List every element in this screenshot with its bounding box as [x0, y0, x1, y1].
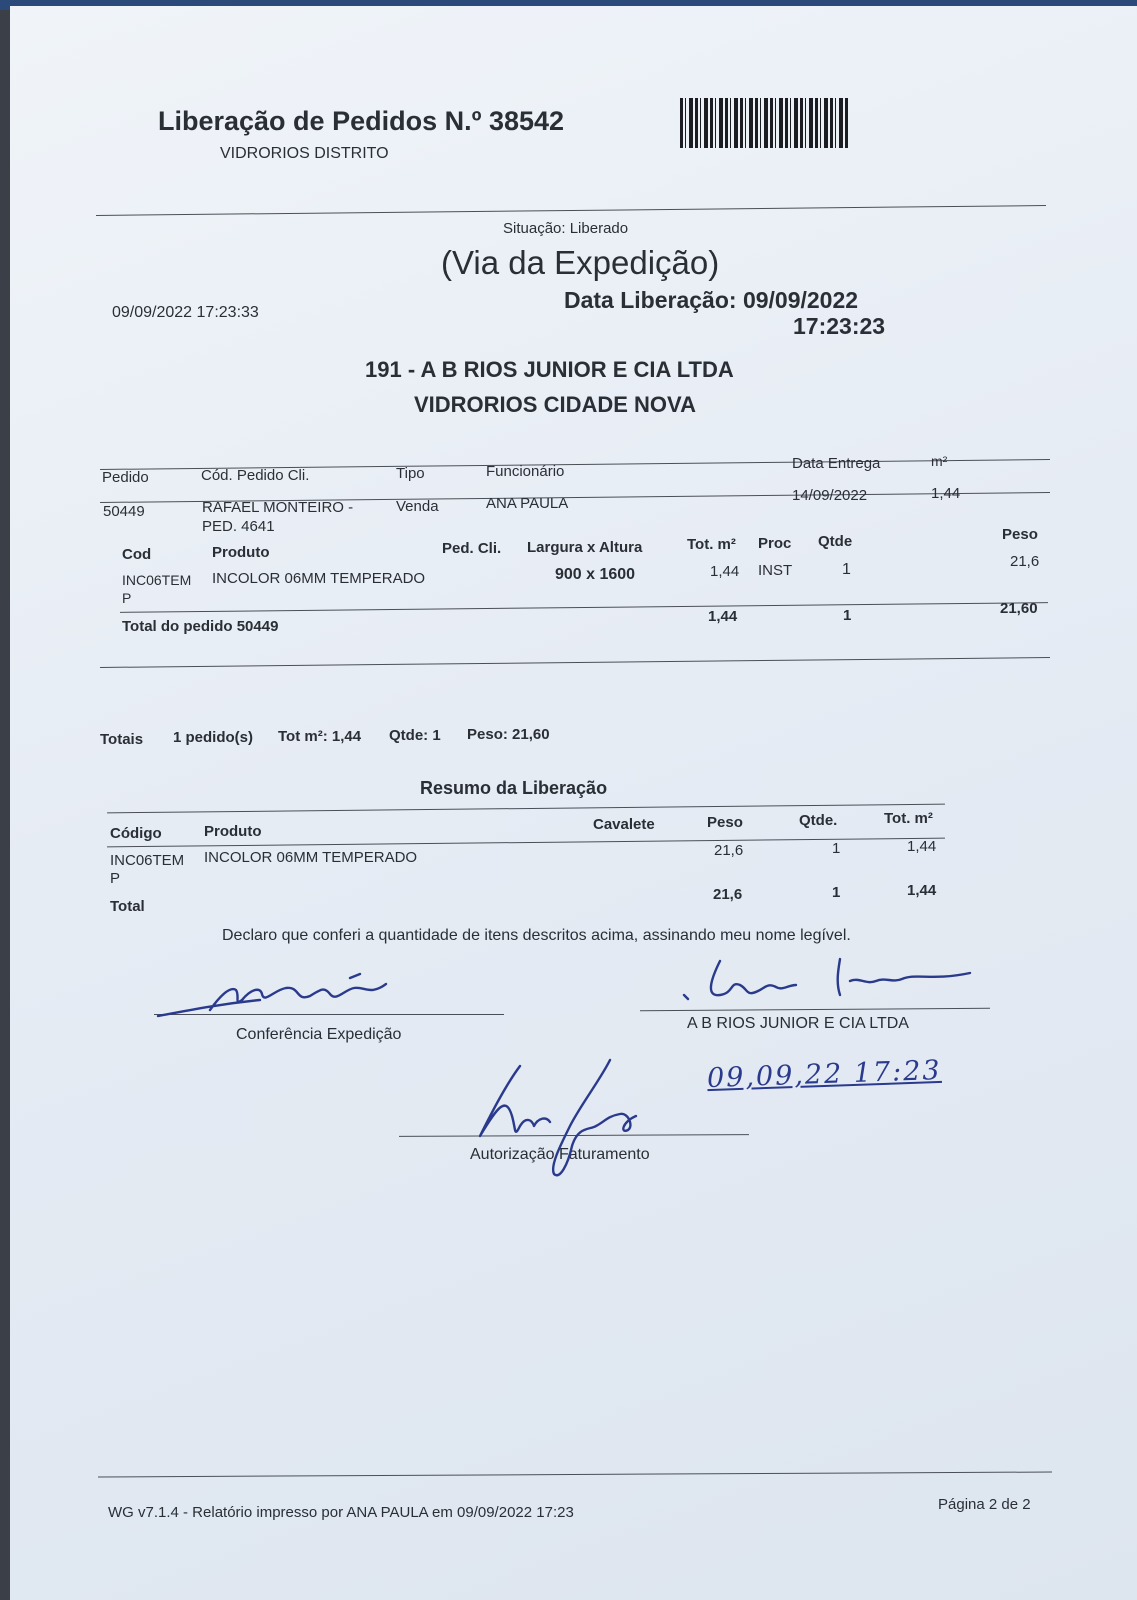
status-label: Situação: Liberado [503, 220, 629, 237]
client-branch: VIDRORIOS CIDADE NOVA [414, 392, 696, 417]
item-proc: INST [758, 562, 793, 579]
signature-label-conferencia: Conferência Expedição [236, 1026, 402, 1043]
document-page [10, 6, 1137, 1600]
resumo-produto: INCOLOR 06MM TEMPERADO [204, 849, 418, 866]
client-name: 191 - A B RIOS JUNIOR E CIA LTDA [365, 357, 734, 382]
item-col-ped-cli: Ped. Cli. [442, 540, 502, 557]
item-col-produto: Produto [212, 544, 270, 561]
order-funcionario: ANA PAULA [486, 495, 569, 512]
signature-label-autorizacao: Autorização Faturamento [470, 1146, 650, 1163]
declaration-text: Declaro que conferi a quantidade de itens descritos acima, assinando meu nome legível. [222, 927, 851, 944]
release-date: Data Liberação: 09/09/2022 [564, 287, 859, 313]
barcode [680, 98, 850, 148]
col-cod-pedido-cli: Cód. Pedido Cli. [201, 467, 310, 484]
resumo-col-tot-m2: Tot. m² [884, 810, 933, 827]
resumo-col-qtde: Qtde. [799, 812, 838, 829]
resumo-col-produto: Produto [204, 823, 262, 840]
resumo-col-cavalete: Cavalete [593, 816, 655, 833]
divider [96, 205, 1046, 216]
item-col-qtde: Qtde [818, 533, 853, 550]
col-funcionario: Funcionário [486, 463, 565, 480]
resumo-peso: 21,6 [714, 842, 744, 859]
release-time: 17:23:23 [793, 313, 886, 339]
handwritten-signature-cliente [670, 951, 1010, 1021]
resumo-title: Resumo da Liberação [420, 778, 608, 798]
item-qtde: 1 [842, 561, 851, 578]
col-tipo: Tipo [396, 465, 425, 482]
order-total-peso: 21,60 [1000, 600, 1038, 617]
resumo-total-peso: 21,6 [713, 886, 743, 903]
divider [100, 657, 1050, 668]
col-data-entrega: Data Entrega [792, 455, 881, 472]
footer-divider [98, 1472, 1052, 1478]
item-tot-m2: 1,44 [710, 563, 740, 580]
totais-m2: Tot m²: 1,44 [278, 728, 362, 745]
item-cod-line1: INC06TEM [122, 572, 192, 588]
item-col-peso: Peso [1002, 526, 1038, 543]
totais-peso: Peso: 21,60 [467, 726, 550, 743]
order-cod-pedido-cli-line2: PED. 4641 [202, 518, 275, 535]
order-total-label: Total do pedido 50449 [122, 618, 279, 635]
order-m2: 1,44 [931, 485, 961, 502]
item-dimensions: 900 x 1600 [555, 566, 636, 583]
document-title: Liberação de Pedidos N.º 38542 [158, 106, 565, 136]
order-total-qtde: 1 [843, 607, 852, 624]
resumo-total-qtde: 1 [832, 884, 841, 901]
footer-report-info: WG v7.1.4 - Relatório impresso por ANA PAULA em 09/09/2022 17:23 [108, 1504, 574, 1521]
totais-pedidos: 1 pedido(s) [173, 729, 254, 746]
handwritten-signature-autorizacao [450, 1056, 690, 1186]
resumo-codigo-line2: P [110, 870, 121, 887]
item-col-cod: Cod [122, 546, 152, 563]
item-peso: 21,6 [1010, 553, 1040, 570]
company-name: VIDRORIOS DISTRITO [220, 145, 389, 162]
item-cod-line2: P [122, 590, 132, 606]
order-total-m2: 1,44 [708, 608, 738, 625]
resumo-codigo-line1: INC06TEM [110, 852, 185, 869]
via-label: (Via da Expedição) [441, 244, 720, 281]
order-pedido: 50449 [103, 503, 145, 520]
col-pedido: Pedido [102, 469, 149, 486]
resumo-col-codigo: Código [110, 825, 162, 842]
divider [120, 602, 1048, 613]
signature-label-cliente: A B RIOS JUNIOR E CIA LTDA [687, 1015, 909, 1032]
item-col-tot-m2: Tot. m² [687, 536, 736, 553]
item-col-largura-altura: Largura x Altura [527, 539, 643, 556]
totais-qtde: Qtde: 1 [389, 727, 441, 744]
order-data-entrega: 14/09/2022 [792, 487, 868, 504]
resumo-tot-m2: 1,44 [907, 838, 937, 855]
totais-label: Totais [100, 731, 144, 748]
col-m2: m² [931, 453, 948, 469]
handwritten-date: 09,09,22 17:23 [706, 1054, 943, 1095]
item-produto: INCOLOR 06MM TEMPERADO [212, 570, 426, 587]
resumo-total-label: Total [110, 898, 145, 915]
order-cod-pedido-cli-line1: RAFAEL MONTEIRO - [202, 499, 354, 516]
resumo-total-tot-m2: 1,44 [907, 882, 937, 899]
footer-page-number: Página 2 de 2 [938, 1496, 1031, 1513]
order-tipo: Venda [396, 498, 439, 515]
print-datetime: 09/09/2022 17:23:33 [112, 304, 259, 321]
resumo-col-peso: Peso [707, 814, 743, 831]
item-col-proc: Proc [758, 535, 792, 552]
handwritten-signature-conferencia [150, 966, 410, 1026]
resumo-qtde: 1 [832, 840, 841, 857]
